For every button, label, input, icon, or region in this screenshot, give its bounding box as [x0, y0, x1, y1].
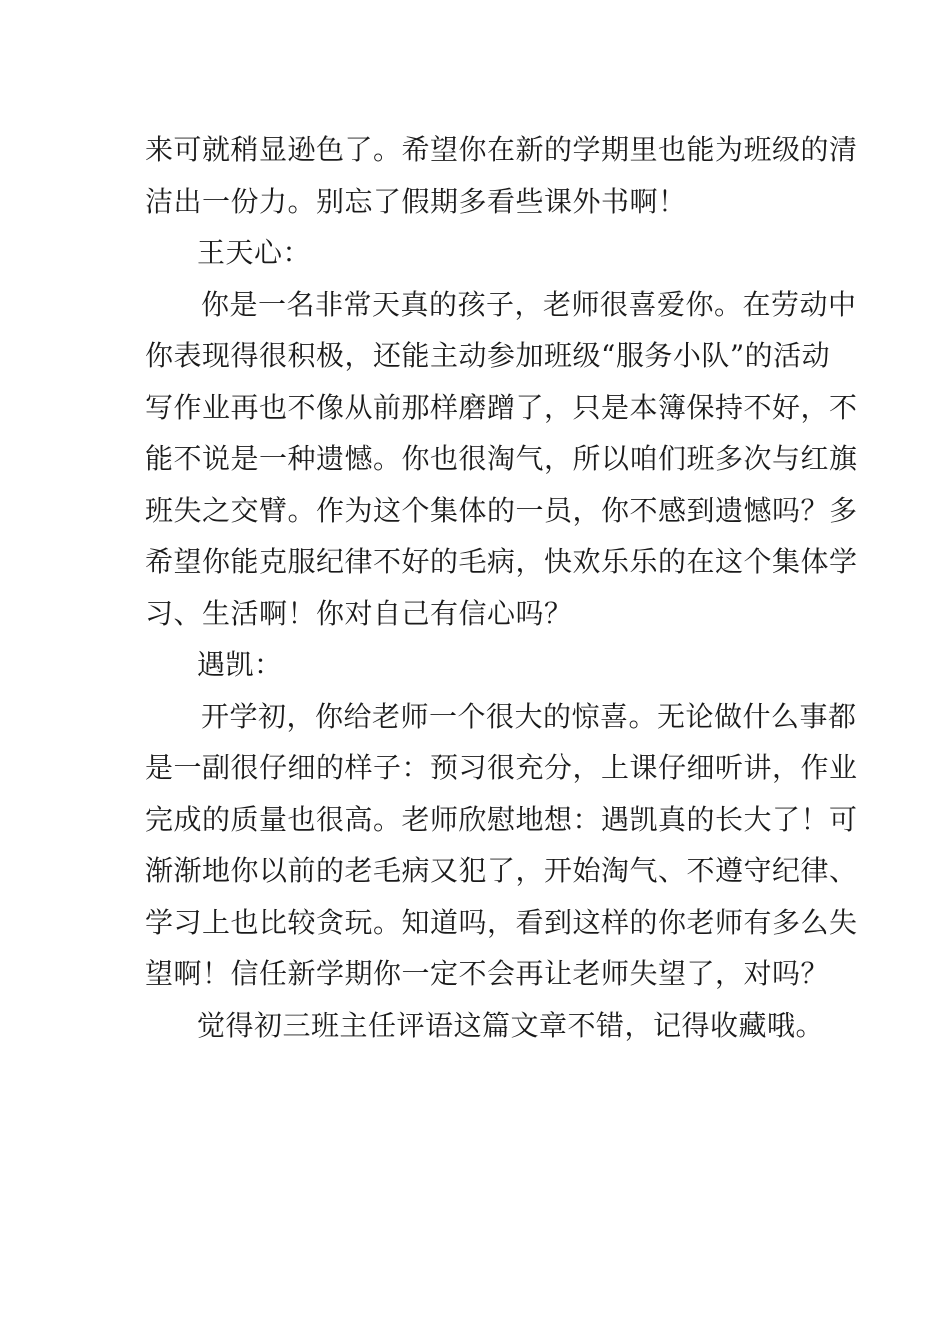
- closing-line: 觉得初三班主任评语这篇文章不错，记得收藏哦。: [197, 1009, 825, 1042]
- text-line: 习、生活啊！你对自己有信心吗？: [145, 597, 573, 630]
- student-name-heading: 遇凯：: [197, 648, 283, 681]
- text-line: 班失之交臂。作为这个集体的一员，你不感到遗憾吗？多: [145, 494, 858, 527]
- text-line: 写作业再也不像从前那样磨蹭了，只是本簿保持不好，不: [145, 391, 858, 424]
- text-line: 望啊！信任新学期你一定不会再让老师失望了，对吗？: [145, 957, 830, 990]
- text-line: 是一副很仔细的样子：预习很充分，上课仔细听讲，作业: [145, 751, 858, 784]
- text-line: 希望你能克服纪律不好的毛病，快欢乐乐的在这个集体学: [145, 545, 858, 578]
- text-line: 你表现得很积极，还能主动参加班级“服务小队”的活动: [145, 339, 831, 372]
- text-line: 来可就稍显逊色了。希望你在新的学期里也能为班级的清: [145, 133, 858, 166]
- text-line: 开学初，你给老师一个很大的惊喜。无论做什么事都: [201, 700, 857, 733]
- text-line: 能不说是一种遗憾。你也很淘气，所以咱们班多次与红旗: [145, 442, 858, 475]
- text-line: 你是一名非常天真的孩子，老师很喜爱你。在劳动中: [201, 288, 857, 321]
- student-name-heading: 王天心：: [197, 236, 312, 269]
- text-line: 渐渐地你以前的老毛病又犯了，开始淘气、不遵守纪律、: [145, 854, 858, 887]
- text-line: 洁出一份力。别忘了假期多看些课外书啊！: [145, 185, 687, 218]
- text-line: 完成的质量也很高。老师欣慰地想：遇凯真的长大了！可: [145, 803, 858, 836]
- text-line: 学习上也比较贪玩。知道吗，看到这样的你老师有多么失: [145, 906, 858, 939]
